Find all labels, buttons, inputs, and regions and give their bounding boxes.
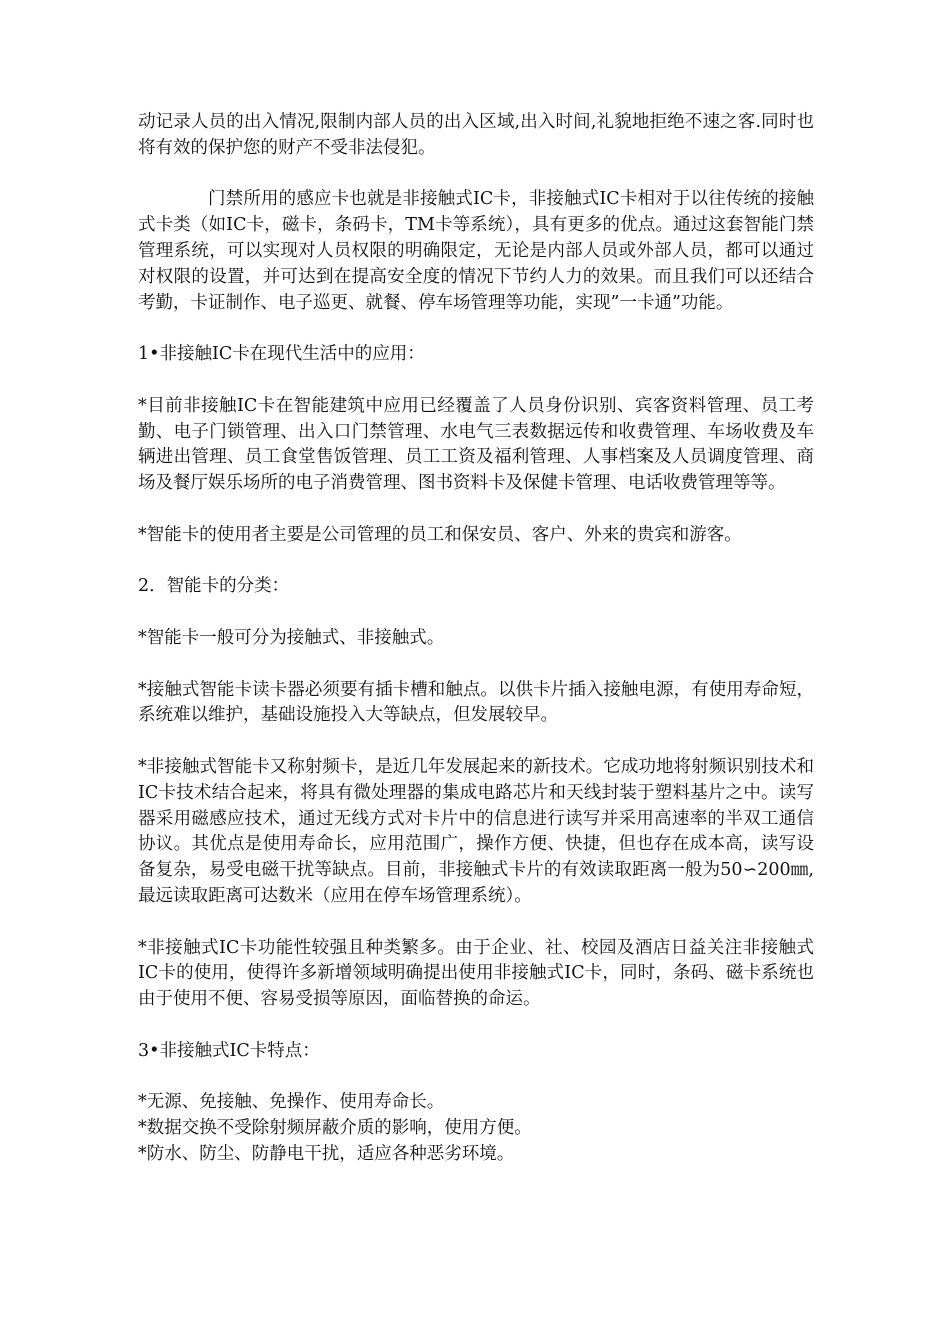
paragraph-contactless-variety: *非接触式IC卡功能性较强且种类繁多。由于企业、社、校园及酒店日益关注非接触式IC卡的使用，使得许多新增领域明确提出使用非接触式IC卡，同时，条码、磁卡系统也由于使用不便、容易受损等原因，面临替换的命运。 — [138, 937, 814, 1010]
heading-features: 3•非接触式IC卡特点： — [138, 1040, 320, 1061]
document-body — [138, 110, 814, 1168]
feature-line: *防水、防尘、防静电干扰，适应各种恶劣环境。 — [138, 1143, 515, 1164]
heading-application: 1•非接触IC卡在现代生活中的应用： — [138, 344, 425, 365]
paragraph-induction-card: 门禁所用的感应卡也就是非接触式IC卡，非接触式IC卡相对于以往传统的接触式卡类（如IC卡，磁卡，条码卡，TM卡等系统），具有更多的优点。通过这套智能门禁管理系统，可以实现对人员权限的明确限定，无论是内部人员或外部人员，都可以通过对权限的设置，并可达到在提高安全度的情况下节约人力的效果。而且我们可以还结合考勤，卡证制作、电子巡更、就餐、停车场管理等功能，实现”一卡通”功能。 — [138, 189, 814, 313]
paragraph-contact-card: *接触式智能卡读卡器必须要有插卡槽和触点。以供卡片插入接触电源，有使用寿命短，系统难以维护，基础设施投入大等缺点，但发展较早。 — [138, 679, 814, 726]
heading-classification: 2．智能卡的分类： — [138, 576, 290, 597]
feature-line: *无源、免接触、免操作、使用寿命长。 — [138, 1092, 445, 1113]
paragraph-contactless-card: *非接触式智能卡又称射频卡，是近几年发展起来的新技术。它成功地将射频识别技术和IC卡技术结合起来，将具有微处理器的集成电路芯片和天线封装于塑料基片之中。读写器采用磁感应技术，通过无线方式对卡片中的信息进行读写并采用高速率的半双工通信协议。其优点是使用寿命长，应用范围广，操作方便、快捷，但也存在成本高，读写设备复杂，易受电磁干扰等缺点。目前，非接触式卡片的有效读取距离一般为50∽200㎜,最远读取距离可达数米（应用在停车场管理系统）。 — [138, 756, 814, 906]
paragraph-card-types: *智能卡一般可分为接触式、非接触式。 — [138, 627, 445, 648]
paragraph-access-record: 动记录人员的出入情况,限制内部人员的出入区域,出入时间,礼貌地拒绝不速之客.同时也将有效的保护您的财产不受非法侵犯。 — [138, 112, 814, 158]
paragraph-building-application: *目前非接触IC卡在智能建筑中应用已经覆盖了人员身份识别、宾客资料管理、员工考勤、电子门锁管理、出入口门禁管理、水电气三表数据远传和收费管理、车场收费及车辆进出管理、员工食堂售饭管理、员工工资及福利管理、人事档案及人员调度管理、商场及餐厅娱乐场所的电子消费管理、图书资料卡及保健卡管理、电话收费管理等等。 — [138, 395, 814, 494]
paragraph-card-users: *智能卡的使用者主要是公司管理的员工和保安员、客户、外来的贵宾和游客。 — [138, 524, 742, 545]
feature-line: *数据交换不受除射频屏蔽介质的影响，使用方便。 — [138, 1118, 532, 1139]
